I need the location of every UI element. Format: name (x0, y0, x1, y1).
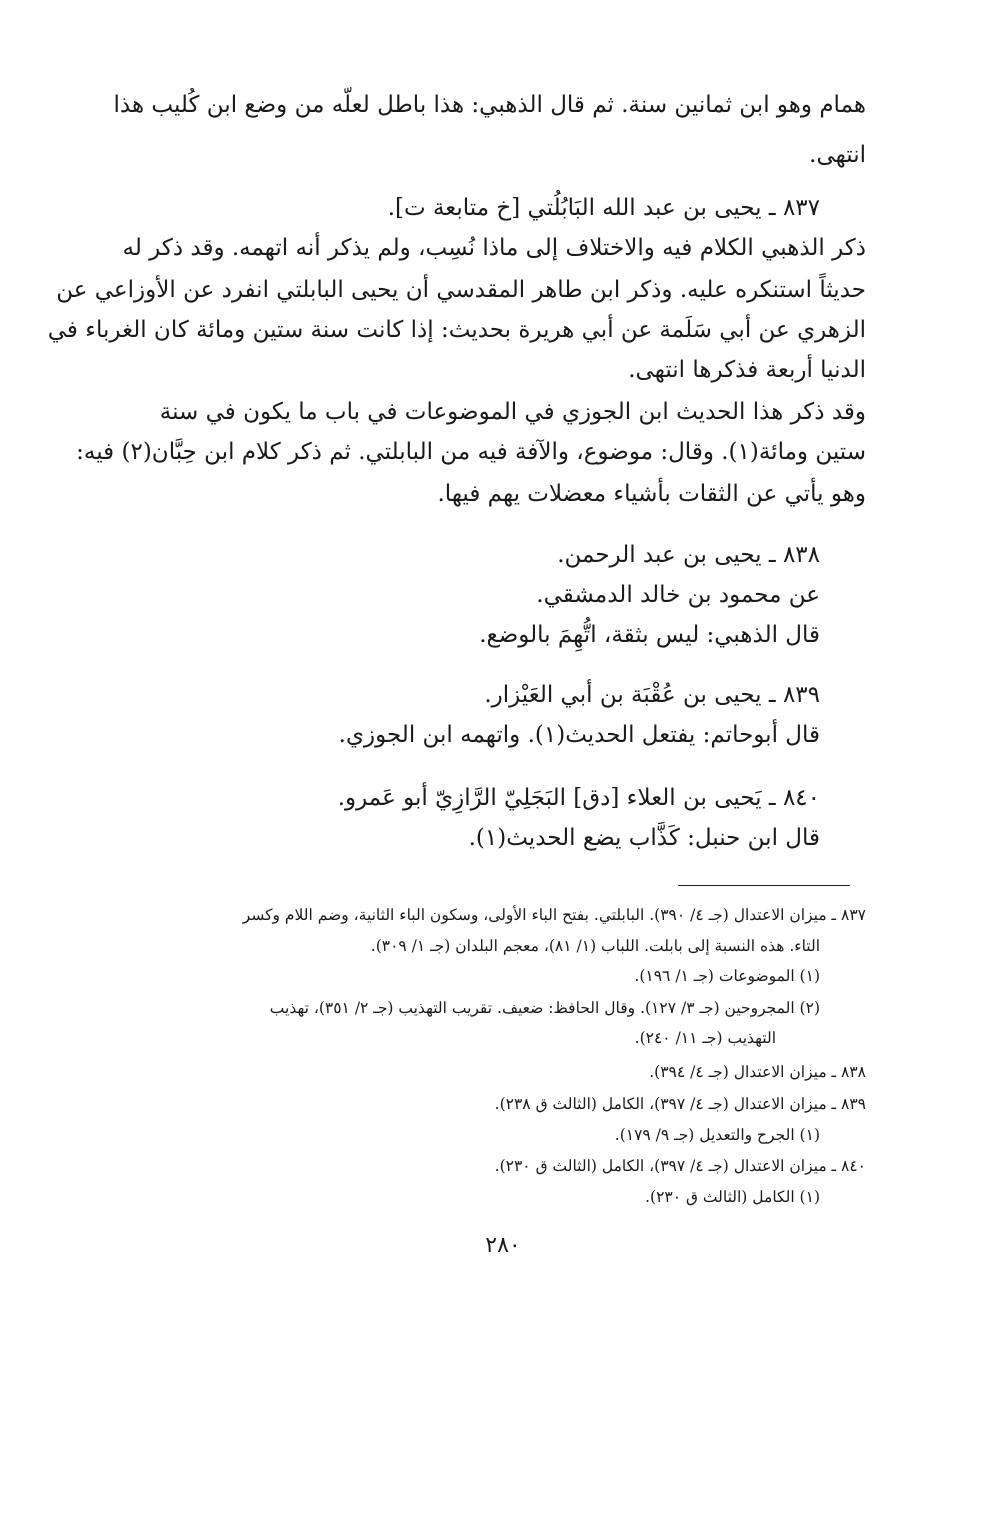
footnote-line: ٨٤٠ ـ ميزان الاعتدال (جـ ٤/ ٣٩٧)، الكامل (الثالث ق ٢٣٠). (494, 1157, 866, 1175)
footnote-line: (١) الكامل (الثالث ق ٢٣٠). (645, 1188, 820, 1206)
body-line: قال أبوحاتم: يفتعل الحديث(١). واتهمه ابن الجوزي. (338, 722, 820, 748)
body-line: وقد ذكر هذا الحديث ابن الجوزي في الموضوعات في باب ما يكون في سنة (159, 399, 866, 425)
body-line: حديثاً استنكره عليه. وذكر ابن طاهر المقدسي أن يحيى البابلتي انفرد عن الأوزاعي عن (56, 277, 866, 303)
footnote-line: (١) الموضوعات (جـ ١/ ١٩٦). (634, 967, 820, 985)
body-line: قال ابن حنبل: كَذَّاب يضع الحديث(١). (468, 825, 820, 851)
footnote-line: التهذيب (جـ ١١/ ٢٤٠). (634, 1029, 776, 1047)
body-line: الزهري عن أبي سَلَمة عن أبي هريرة بحديث: إذا كانت سنة ستين ومائة كان الغرباء في (47, 317, 866, 343)
body-line: انتهى. (809, 142, 866, 168)
entry-heading-838: ٨٣٨ ـ يحيى بن عبد الرحمن. (557, 542, 820, 568)
entry-heading-837: ٨٣٧ ـ يحيى بن عبد الله البَابُلُتي [خ متابعة ت]. (387, 195, 820, 221)
body-line: ذكر الذهبي الكلام فيه والاختلاف إلى ماذا نُسِب، ولم يذكر أنه اتهمه. وقد ذكر له (122, 235, 866, 261)
body-line: وهو يأتي عن الثقات بأشياء معضلات يهم فيها. (437, 481, 866, 507)
body-line: ستين ومائة(١). وقال: موضوع، والآفة فيه من البابلتي. ثم ذكر كلام ابن حِبَّان(٢) فيه: (76, 439, 866, 465)
body-line: قال الذهبي: ليس بثقة، اتُّهِمَ بالوضع. (479, 622, 820, 648)
footnote-line: (١) الجرح والتعديل (جـ ٩/ ١٧٩). (614, 1126, 820, 1144)
entry-heading-839: ٨٣٩ ـ يحيى بن عُقْبَة بن أبي العَيْزار. (484, 682, 820, 708)
body-line: همام وهو ابن ثمانين سنة. ثم قال الذهبي: هذا باطل لعلّه من وضع ابن كُليب هذا (113, 92, 866, 118)
footnote-line: (٢) المجروحين (جـ ٣/ ١٢٧). وقال الحافظ: ضعيف. تقريب التهذيب (جـ ٢/ ٣٥١)، تهذيب (269, 999, 820, 1017)
footnote-line: التاء. هذه النسبة إلى بابلت. اللباب (١/ ٨١)، معجم البلدان (جـ ١/ ٣٠٩). (370, 937, 820, 955)
footnote-line: ٨٣٧ ـ ميزان الاعتدال (جـ ٤/ ٣٩٠). البابلتي. بفتح الباء الأولى، وسكون الباء الثانية، وضم اللام وكسر (242, 906, 866, 924)
entry-heading-840: ٨٤٠ ـ يَحيى بن العلاء [دق] البَجَلِيّ الرَّازِيّ أبو عَمرو. (337, 785, 820, 811)
footnote-line: ٨٣٩ ـ ميزان الاعتدال (جـ ٤/ ٣٩٧)، الكامل (الثالث ق ٢٣٨). (494, 1095, 866, 1113)
page-number: ٢٨٠ (485, 1233, 521, 1258)
body-line: عن محمود بن خالد الدمشقي. (536, 582, 820, 608)
body-line: الدنيا أربعة فذكرها انتهى. (628, 357, 866, 383)
footnote-divider (678, 885, 850, 886)
footnote-line: ٨٣٨ ـ ميزان الاعتدال (جـ ٤/ ٣٩٤). (649, 1063, 866, 1081)
